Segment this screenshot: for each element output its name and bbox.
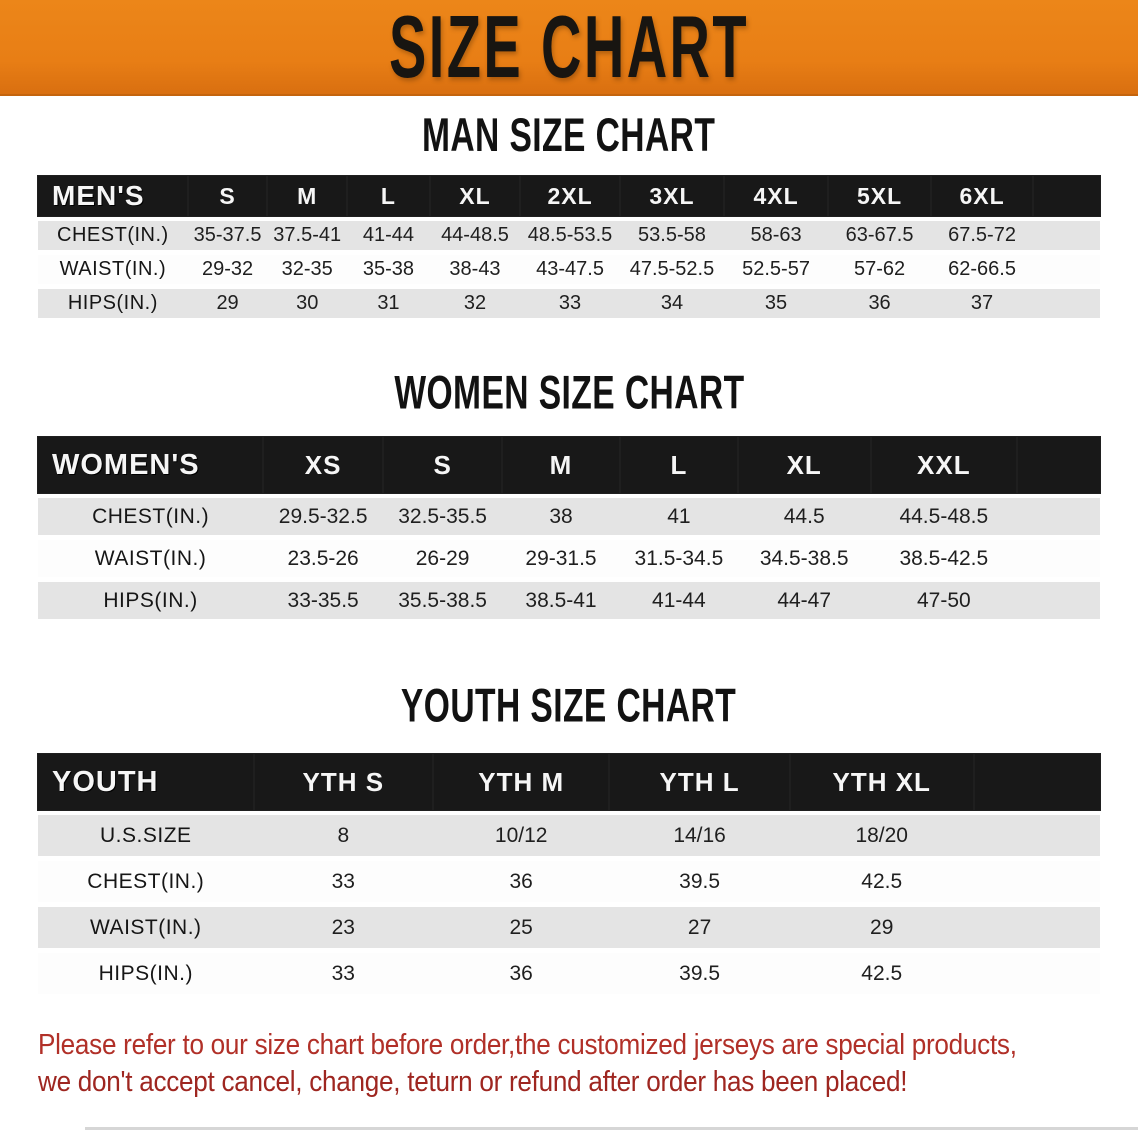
cell: 29-31.5 [525,546,597,570]
cell: 34 [660,292,684,314]
table-row [38,255,1100,284]
cell: 8 [337,823,350,847]
cell: 33 [558,292,582,314]
women-section-heading-wrap [0,366,1138,419]
cell: 62-66.5 [948,258,1016,280]
table-row [38,540,1100,577]
cell-spacer [1017,582,1100,619]
cell: 14/16 [673,823,726,847]
column-header: 6XL [931,176,1033,216]
cell: 27 [687,915,712,939]
column-header: XS [263,437,383,493]
youth-size-table [38,749,1100,999]
cell: 58-63 [750,224,802,246]
column-header: 2XL [520,176,620,216]
cell: 48.5-53.5 [527,224,613,246]
cell: 35-38 [362,258,415,280]
row-label: WAIST(IN.) [90,915,202,939]
cell: 29 [870,915,894,939]
cell: 33 [331,961,355,985]
cell: 43-47.5 [536,258,604,280]
cell: 34.5-38.5 [759,546,849,570]
cell: 67.5-72 [948,224,1016,246]
size-chart-banner [0,0,1138,96]
cell: 33-35.5 [287,588,359,612]
disclaimer-line-2: we don't accept cancel, change, teturn or refund after order has been placed! [38,1066,908,1098]
cell: 31.5-34.5 [634,546,724,570]
cell: 44-48.5 [441,224,509,246]
cell: 41-44 [652,588,706,612]
column-header: YTH L [609,754,790,810]
cell: 18/20 [855,823,908,847]
cell: 29 [216,292,239,314]
cell: 37.5-41 [273,224,342,246]
cell: 35 [764,292,788,314]
column-header: YTH S [254,754,433,810]
cell: 37 [970,292,994,314]
cell: 42.5 [861,961,903,985]
row-label: CHEST(IN.) [92,504,210,528]
column-header: 5XL [828,176,931,216]
row-label: HIPS(IN.) [67,292,158,314]
cell: 47-50 [916,588,971,612]
cell: 31 [377,292,400,314]
row-label: CHEST(IN.) [87,869,205,893]
cell: 52.5-57 [742,258,810,280]
womens-size-table [38,432,1100,624]
cell: 39.5 [679,869,721,893]
column-header: XXL [871,437,1018,493]
table-row [38,953,1100,994]
column-header: S [188,176,268,216]
column-header: YOUTH [38,754,254,810]
man-section-heading: MAN SIZE CHART [422,109,716,162]
cell: 44.5-48.5 [899,504,989,528]
cell-spacer [1033,289,1100,318]
disclaimer-line-1: Please refer to our size chart before order,the customized jerseys are special products, [38,1029,1017,1061]
cell-spacer [1017,498,1100,535]
table-row [38,815,1100,856]
cell: 38-43 [449,258,501,280]
cell: 32.5-35.5 [398,504,487,528]
cell-spacer [974,861,1100,902]
table-row [38,221,1100,250]
cell: 63-67.5 [845,224,914,246]
column-header: S [383,437,502,493]
cell: 33 [331,869,355,893]
cell: 44.5 [783,504,825,528]
cell: 30 [296,292,319,314]
column-header: XL [738,437,871,493]
column-header: M [502,437,620,493]
cell: 36 [868,292,891,314]
cell: 41-44 [362,224,415,246]
disclaimer [38,1027,1138,1101]
table-row [38,498,1100,535]
cell: 32 [463,292,487,314]
cell: 57-62 [853,258,906,280]
cell-spacer [1017,540,1100,577]
cell: 23 [331,915,355,939]
mens-header-row [38,176,1100,216]
column-header: 3XL [620,176,724,216]
column-header: WOMEN'S [38,437,263,493]
mens-size-table [38,171,1100,323]
row-label: U.S.SIZE [100,823,192,847]
bottom-edge-artifact [85,1127,1138,1130]
row-label: HIPS(IN.) [98,961,193,985]
cell: 39.5 [679,961,721,985]
cell: 23.5-26 [287,546,359,570]
cell: 26-29 [415,546,470,570]
cell: 10/12 [494,823,548,847]
cell: 44-47 [777,588,832,612]
column-header: M [267,176,347,216]
table-row [38,861,1100,902]
table-row [38,289,1100,318]
banner-title: SIZE CHART [389,0,749,97]
column-header: 4XL [724,176,828,216]
column-header: YTH XL [790,754,974,810]
cell-spacer [1033,255,1100,284]
cell: 35-37.5 [193,224,262,246]
youth-section-heading-wrap [0,679,1138,732]
cell: 47.5-52.5 [629,258,715,280]
column-header: L [620,437,738,493]
man-section-heading-wrap [0,109,1138,162]
cell: 38.5-41 [525,588,597,612]
row-label: WAIST(IN.) [94,546,207,570]
cell: 32-35 [281,258,333,280]
row-label: CHEST(IN.) [57,224,169,246]
cell: 41 [667,504,691,528]
row-label: HIPS(IN.) [103,588,198,612]
cell: 36 [509,869,533,893]
table-row [38,907,1100,948]
cell-spacer [974,907,1100,948]
cell-spacer [974,953,1100,994]
cell: 35.5-38.5 [398,588,487,612]
cell: 29.5-32.5 [278,504,368,528]
column-header-spacer [1033,176,1100,216]
column-header: L [347,176,430,216]
cell-spacer [974,815,1100,856]
column-header: MEN'S [38,176,188,216]
cell-spacer [1033,221,1100,250]
column-header-spacer [1017,437,1100,493]
cell: 25 [509,915,533,939]
cell: 36 [509,961,533,985]
cell: 29-32 [201,258,254,280]
youth-header-row [38,754,1100,810]
cell: 42.5 [861,869,903,893]
cell: 38.5-42.5 [899,546,989,570]
column-header: XL [430,176,520,216]
column-header: YTH M [433,754,609,810]
youth-section-heading: YOUTH SIZE CHART [401,679,737,732]
women-section-heading: WOMEN SIZE CHART [393,366,745,419]
womens-header-row [38,437,1100,493]
table-row [38,582,1100,619]
cell: 53.5-58 [638,224,706,246]
cell: 38 [549,504,573,528]
row-label: WAIST(IN.) [59,258,167,280]
column-header-spacer [974,754,1100,810]
